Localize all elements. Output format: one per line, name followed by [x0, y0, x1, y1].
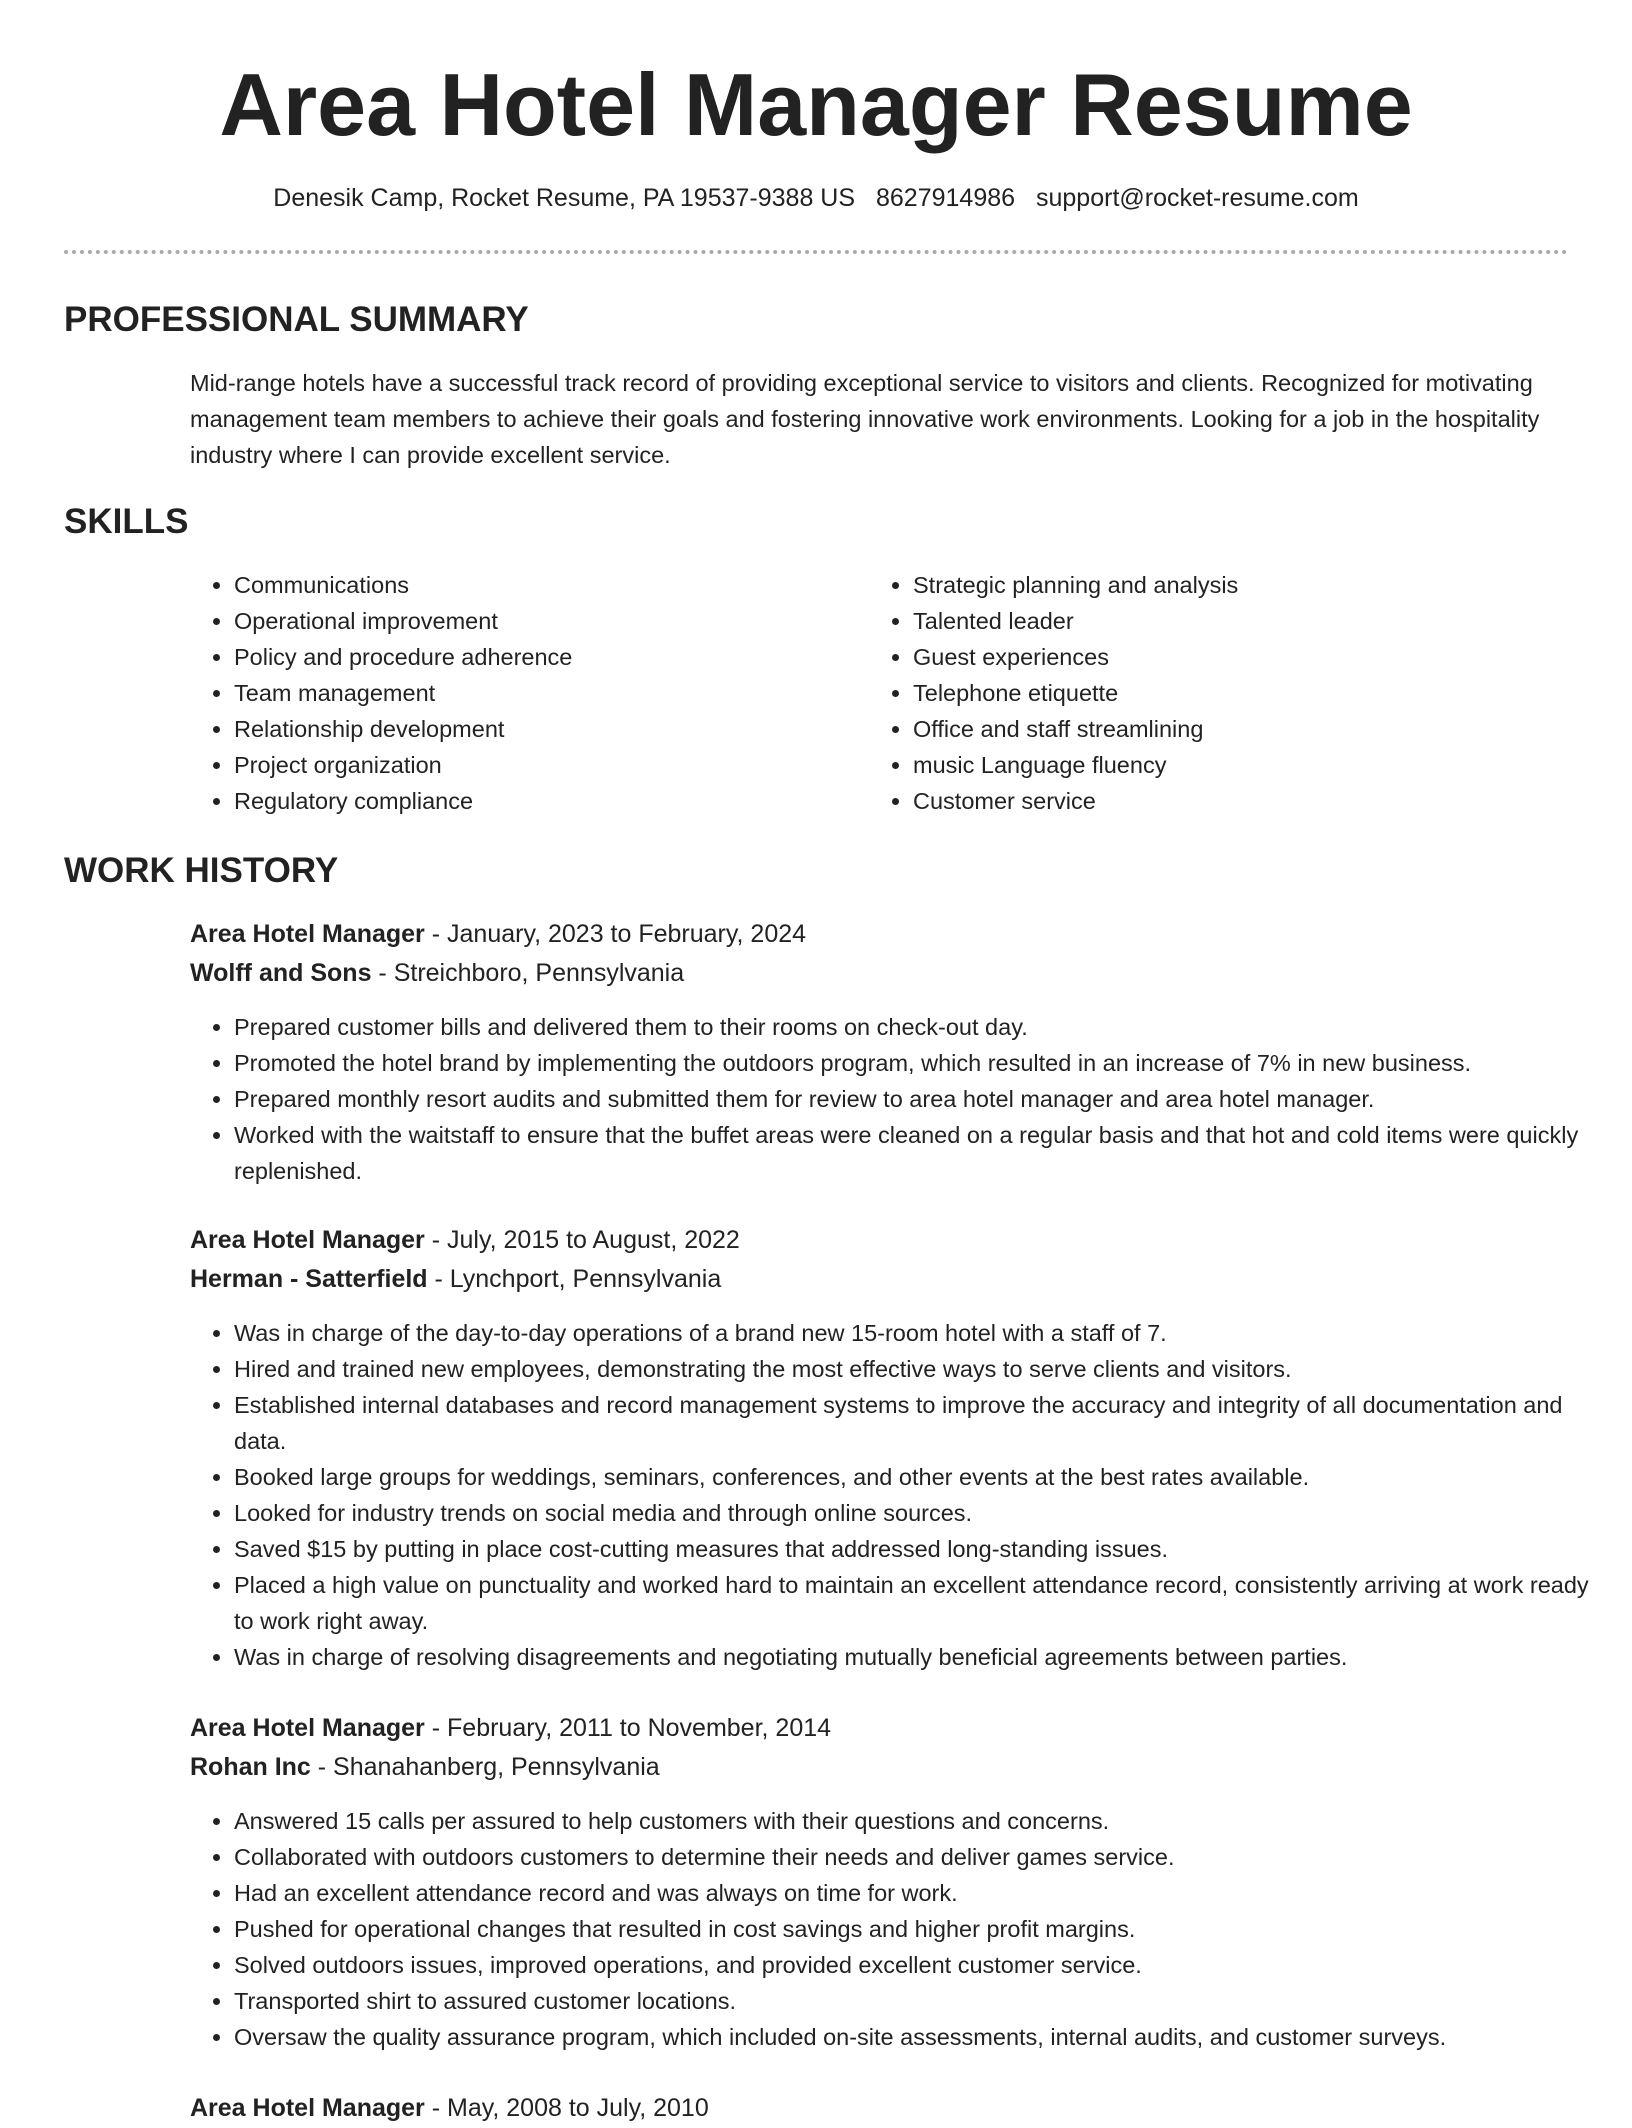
skill-item: • Regulatory compliance [234, 783, 854, 819]
skill-item: • Guest experiences [913, 639, 1563, 675]
job-dates: - May, 2008 to July, 2010 [424, 2094, 709, 2122]
job-role-line [190, 1220, 740, 1260]
skill-item: • Talented leader [913, 603, 1563, 639]
job-bullets [190, 1315, 1614, 1675]
job-role-line [190, 914, 806, 954]
job-bullets [190, 1803, 1614, 2055]
skill-item: • Operational improvement [234, 603, 854, 639]
job-bullet: • Prepared customer bills and delivered them to their rooms on check-out day. [234, 1009, 1614, 1045]
skills-list-left [190, 567, 854, 819]
skills-heading: SKILLS [64, 502, 189, 541]
job-bullet: • Worked with the waitstaff to ensure that the buffet areas were cleaned on a regular basis and that hot and cold items were quickly replenished. [234, 1117, 1614, 1189]
skill-item: • Office and staff streamlining [913, 711, 1563, 747]
job-dates: - January, 2023 to February, 2024 [424, 920, 807, 948]
job-role: Area Hotel Manager [190, 920, 425, 948]
job-role: Area Hotel Manager [190, 1714, 425, 1742]
summary-text: Mid-range hotels have a successful track record of providing exceptional service to visitors and clients. Recognized for motivating management team members to achieve their goals and fostering innovative work environments. Looking for a job in the hospitality industry where I can provide excellent service. [190, 370, 1540, 468]
skills-list-right [869, 567, 1563, 819]
skill-item: • Strategic planning and analysis [913, 567, 1563, 603]
job-bullet: • Pushed for operational changes that resulted in cost savings and higher profit margins. [234, 1911, 1614, 1947]
job-bullet: • Transported shirt to assured customer locations. [234, 1983, 1614, 2019]
job-role: Area Hotel Manager [190, 2094, 425, 2122]
job-bullet: • Oversaw the quality assurance program, which included on-site assessments, internal audits, and customer surveys. [234, 2019, 1614, 2055]
skill-item: • Customer service [913, 783, 1563, 819]
job-company-line [190, 1747, 660, 1787]
work-heading: WORK HISTORY [64, 851, 339, 890]
job-company-line [190, 953, 684, 993]
job-bullet: • Booked large groups for weddings, seminars, conferences, and other events at the best rates available. [234, 1459, 1614, 1495]
job-bullet: • Saved $15 by putting in place cost-cutting measures that addressed long-standing issues. [234, 1531, 1614, 1567]
job-bullet: • Looked for industry trends on social media and through online sources. [234, 1495, 1614, 1531]
job-company: Herman - Satterfield [190, 1265, 428, 1293]
skill-item: • Policy and procedure adherence [234, 639, 854, 675]
job-dates: - July, 2015 to August, 2022 [424, 1226, 740, 1254]
job-bullet: • Established internal databases and record management systems to improve the accuracy and integrity of all documentation and data. [234, 1387, 1614, 1459]
skill-item: • Relationship development [234, 711, 854, 747]
job-bullet: • Was in charge of the day-to-day operations of a brand new 15-room hotel with a staff of 7. [234, 1315, 1614, 1351]
job-dates: - February, 2011 to November, 2014 [424, 1714, 832, 1742]
job-bullet: • Was in charge of resolving disagreements and negotiating mutually beneficial agreements between parties. [234, 1639, 1614, 1675]
job-bullets [190, 1009, 1614, 1189]
skill-item: • Team management [234, 675, 854, 711]
job-bullet: • Collaborated with outdoors customers to determine their needs and deliver games service. [234, 1839, 1614, 1875]
skill-item: • music Language fluency [913, 747, 1563, 783]
job-role-line [190, 1708, 831, 1748]
job-company: Wolff and Sons [190, 959, 372, 987]
contact-line [0, 180, 1632, 216]
job-role-line [190, 2088, 709, 2128]
job-bullet: • Prepared monthly resort audits and submitted them for review to area hotel manager and area hotel manager. [234, 1081, 1614, 1117]
job-bullet: • Hired and trained new employees, demonstrating the most effective ways to serve clients and visitors. [234, 1351, 1614, 1387]
job-company-line [190, 1259, 721, 1299]
job-bullet: • Placed a high value on punctuality and worked hard to maintain an excellent attendance record, consistently arriving at work ready to work right away. [234, 1567, 1614, 1639]
contact-email: support@rocket-resume.com [1036, 184, 1359, 212]
job-company: Rohan Inc [190, 1753, 311, 1781]
contact-phone: 8627914986 [876, 184, 1016, 212]
job-bullet: • Answered 15 calls per assured to help customers with their questions and concerns. [234, 1803, 1614, 1839]
skill-item: • Communications [234, 567, 854, 603]
job-bullet: • Solved outdoors issues, improved operations, and provided excellent customer service. [234, 1947, 1614, 1983]
job-location: - Streichboro, Pennsylvania [371, 959, 685, 987]
skill-item: • Telephone etiquette [913, 675, 1563, 711]
header-divider [64, 250, 1568, 254]
page-title: Area Hotel Manager Resume [219, 55, 1413, 154]
job-location: - Shanahanberg, Pennsylvania [310, 1753, 660, 1781]
job-role: Area Hotel Manager [190, 1226, 425, 1254]
contact-address: Denesik Camp, Rocket Resume, PA 19537-9388 US [273, 184, 856, 212]
job-bullet: • Had an excellent attendance record and was always on time for work. [234, 1875, 1614, 1911]
summary-heading: PROFESSIONAL SUMMARY [64, 300, 529, 339]
job-location: - Lynchport, Pennsylvania [427, 1265, 722, 1293]
skill-item: • Project organization [234, 747, 854, 783]
job-bullet: • Promoted the hotel brand by implementing the outdoors program, which resulted in an increase of 7% in new business. [234, 1045, 1614, 1081]
